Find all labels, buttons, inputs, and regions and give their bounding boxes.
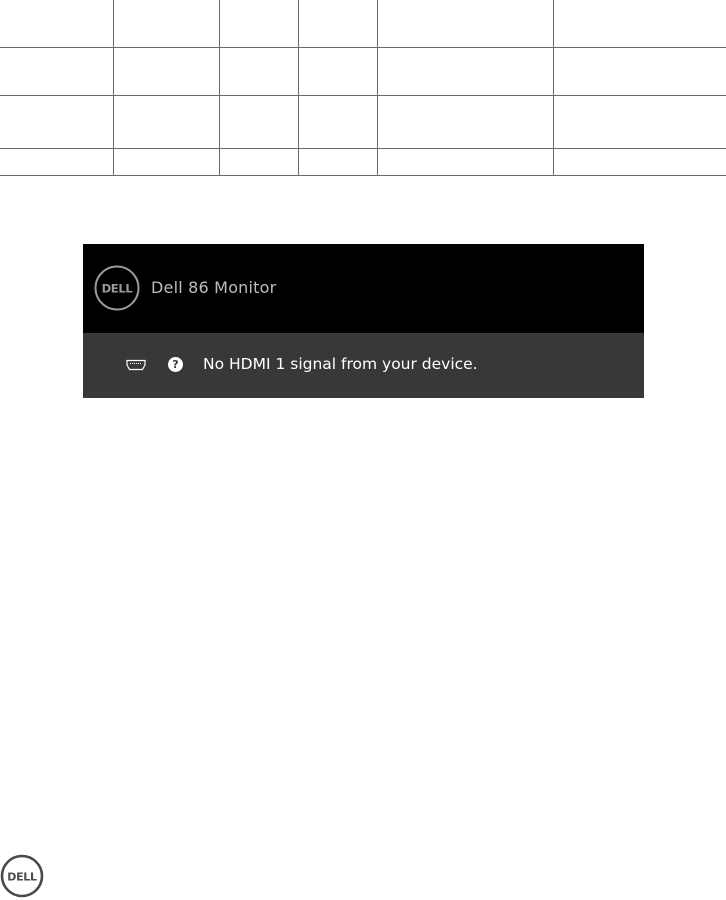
table-cell [298, 47, 377, 95]
dell-logo-icon [0, 854, 44, 898]
table-cell [113, 95, 219, 148]
table-cell [377, 148, 553, 175]
table-cell [553, 0, 726, 47]
table-cell [553, 148, 726, 175]
spec-table [0, 0, 726, 176]
table-cell [298, 148, 377, 175]
table-cell [0, 95, 113, 148]
table-cell [0, 0, 113, 47]
logo-text: DELL [101, 281, 133, 296]
table-cell [377, 95, 553, 148]
help-icon: ? [168, 357, 183, 372]
dell-logo-icon [94, 265, 140, 311]
osd-message: No HDMI 1 signal from your device. [203, 355, 478, 373]
table-cell [113, 0, 219, 47]
footer-logo-text: DELL [7, 870, 37, 884]
table-row [0, 95, 726, 148]
table-cell [219, 95, 298, 148]
table-cell [298, 0, 377, 47]
table-row [0, 148, 726, 175]
table-cell [113, 47, 219, 95]
osd-header [83, 244, 644, 333]
table-row [0, 0, 726, 47]
table-cell [553, 47, 726, 95]
table-cell [553, 95, 726, 148]
table-cell [219, 0, 298, 47]
table-row [0, 47, 726, 95]
table-cell [219, 148, 298, 175]
table-cell [219, 47, 298, 95]
table-cell [0, 47, 113, 95]
table-cell [377, 47, 553, 95]
table-cell [113, 148, 219, 175]
hdmi-port-icon [126, 359, 146, 371]
osd-title: Dell 86 Monitor [151, 278, 277, 297]
osd-message-bar [83, 333, 644, 398]
osd-dialog [83, 244, 644, 398]
table-cell [298, 95, 377, 148]
table-cell [0, 148, 113, 175]
table-cell [377, 0, 553, 47]
